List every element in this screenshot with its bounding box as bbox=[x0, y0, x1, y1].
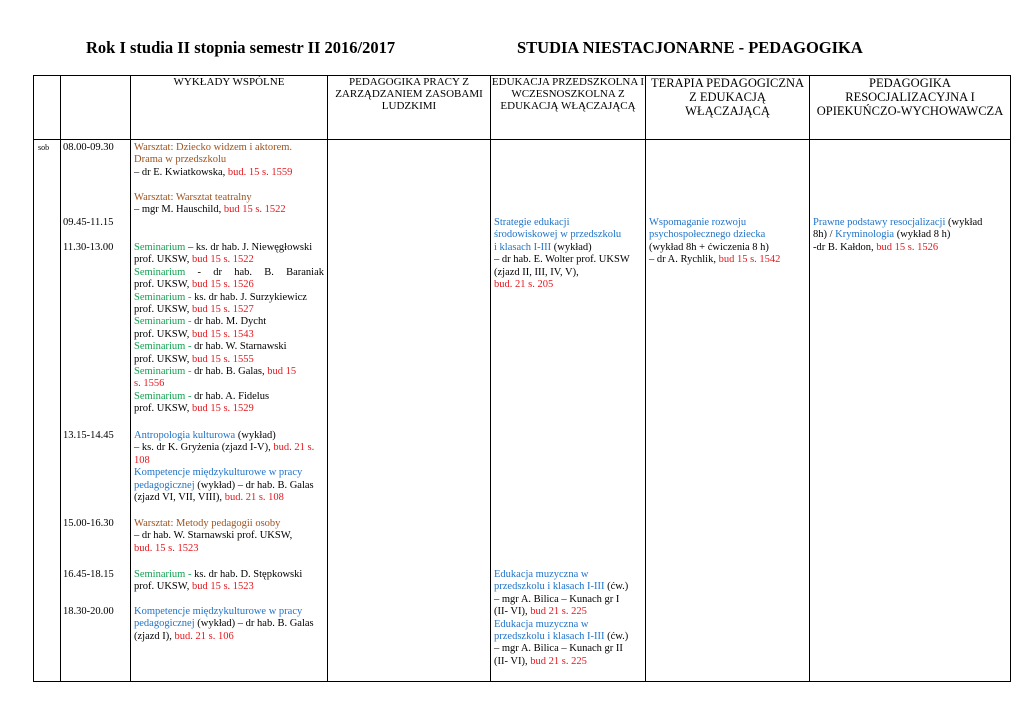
seminar-teacher: dr hab. M. Dycht bbox=[194, 316, 267, 328]
seminar-label: Seminarium bbox=[134, 266, 186, 278]
seminar-label: Seminarium - bbox=[134, 569, 195, 580]
seminar-room: bud 15 bbox=[267, 366, 297, 378]
wyklady-block-drama bbox=[134, 142, 324, 179]
course-title: Kompetencje międzykulturowe w pracy bbox=[134, 467, 303, 479]
course-type: (wykład) bbox=[551, 241, 592, 253]
course-room: bud 21 s. 225 bbox=[530, 655, 587, 667]
course-room: bud. 21 s. 108 bbox=[224, 492, 284, 504]
wyklady-block-metody bbox=[134, 518, 324, 555]
pedagogika-pracy-cell bbox=[328, 140, 491, 682]
course-title: Wspomaganie rozwoju bbox=[649, 217, 747, 228]
course-title: Warsztat: Dziecko widzem i aktorem. bbox=[134, 142, 293, 153]
course-type: (wykład 8 h) bbox=[894, 229, 951, 241]
course-teacher: (wykład) – dr hab. B. Galas bbox=[194, 479, 314, 491]
course-title: Antropologia kulturowa bbox=[134, 430, 236, 441]
course-teacher: – dr hab. W. Starnawski prof. UKSW, bbox=[134, 530, 293, 542]
course-teacher: – dr hab. E. Wolter prof. UKSW bbox=[494, 254, 630, 266]
seminar-teacher: dr hab. W. Starnawski bbox=[194, 341, 287, 353]
wyklady-block-kompetencje bbox=[134, 606, 324, 643]
seminar-label: Seminarium bbox=[134, 242, 186, 253]
seminar-teacher: dr hab. B. Galas, bbox=[194, 366, 268, 378]
col-header-resocjalizacja: PEDAGOGIKA RESOCJALIZACYJNA I OPIEKUŃCZO-WYCHOWAWCZA bbox=[810, 76, 1011, 140]
wyklady-block-seminaria bbox=[134, 242, 324, 416]
edukacja-block-strategie bbox=[494, 217, 644, 291]
course-title: Warsztat: Metody pedagogii osoby bbox=[134, 518, 281, 529]
course-title: pedagogicznej bbox=[134, 618, 195, 630]
course-title: Strategie edukacji bbox=[494, 217, 570, 228]
course-title: Kryminologia bbox=[835, 229, 895, 241]
time-slot: 16.45-18.15 bbox=[63, 569, 114, 580]
course-teacher: (wykład) – dr hab. B. Galas bbox=[194, 618, 314, 630]
terapia-cell bbox=[646, 140, 810, 682]
course-room: bud. 21 s. bbox=[273, 442, 315, 454]
time-cell bbox=[61, 140, 131, 682]
col-header-terapia: TERAPIA PEDAGOGICZNA Z EDUKACJĄ WŁĄCZAJĄCĄ bbox=[646, 76, 810, 140]
time-slot: 18.30-20.00 bbox=[63, 606, 114, 617]
seminar-teacher: prof. UKSW, bbox=[134, 304, 192, 316]
time-slot: 13.15-14.45 bbox=[63, 430, 114, 441]
seminar-label: Seminarium - bbox=[134, 390, 195, 402]
course-type: (ćw.) bbox=[604, 581, 629, 593]
course-room: bud 15 s. 1522 bbox=[223, 204, 286, 216]
seminar-teacher: - dr hab. B. Baraniak bbox=[185, 266, 324, 278]
course-title: Warsztat: Warsztat teatralny bbox=[134, 192, 252, 203]
seminar-label: Seminarium - bbox=[134, 341, 195, 353]
seminar-room: bud 15 s. 1527 bbox=[191, 304, 254, 316]
course-room: bud. 15 s. 1559 bbox=[227, 166, 293, 178]
course-type: (wykład bbox=[945, 217, 983, 228]
course-room: bud. 21 s. 106 bbox=[174, 630, 234, 642]
edukacja-block-muzyczna bbox=[494, 569, 644, 668]
course-title: psychospołecznego dziecka bbox=[649, 229, 766, 241]
time-slot: 11.30-13.00 bbox=[63, 242, 114, 253]
seminar-teacher: prof. UKSW, bbox=[134, 353, 192, 365]
course-type: 8h) / bbox=[813, 229, 836, 241]
seminar-label: Seminarium - bbox=[134, 316, 195, 328]
seminar-room: s. 1556 bbox=[134, 378, 165, 390]
wyklady-cell bbox=[131, 140, 328, 682]
wyklady-block-stepkowski bbox=[134, 569, 324, 594]
resocjalizacja-block-prawne bbox=[813, 217, 1007, 254]
day-cell bbox=[34, 140, 61, 682]
col-header-day bbox=[34, 76, 61, 140]
seminar-teacher: ks. dr hab. J. Surzykiewicz bbox=[194, 291, 307, 303]
course-teacher: (zjazd II, III, IV, V), bbox=[494, 266, 579, 278]
course-type: (wykład) bbox=[235, 430, 276, 441]
schedule-table bbox=[33, 75, 1011, 682]
course-title: Drama w przedszkolu bbox=[134, 154, 227, 166]
resocjalizacja-cell bbox=[810, 140, 1011, 682]
seminar-teacher: prof. UKSW, bbox=[134, 581, 192, 593]
seminar-room: bud 15 s. 1555 bbox=[191, 353, 254, 365]
seminar-label: Seminarium - bbox=[134, 366, 195, 378]
seminar-teacher: – ks. dr hab. J. Niewęgłowski bbox=[185, 242, 313, 253]
seminar-teacher: prof. UKSW, bbox=[134, 403, 192, 415]
seminar-teacher: prof. UKSW, bbox=[134, 279, 192, 291]
course-room: bud 15 s. 1526 bbox=[876, 241, 939, 253]
seminar-room: bud 15 s. 1523 bbox=[191, 581, 254, 593]
seminar-room: bud 15 s. 1529 bbox=[191, 403, 254, 415]
course-teacher: – mgr A. Bilica – Kunach gr II bbox=[494, 643, 623, 655]
course-teacher: (zjazd I), bbox=[134, 630, 175, 642]
col-header-pedagogika-pracy: PEDAGOGIKA PRACY Z ZARZĄDZANIEM ZASOBAMI LUDZKIMI bbox=[328, 76, 491, 140]
course-room: 108 bbox=[134, 454, 150, 466]
seminar-label: Seminarium - bbox=[134, 291, 195, 303]
time-slot: 08.00-09.30 bbox=[63, 142, 114, 153]
seminar-teacher: dr hab. A. Fidelus bbox=[194, 390, 270, 402]
course-room: bud 21 s. 225 bbox=[530, 606, 587, 618]
seminar-teacher: ks. dr hab. D. Stępkowski bbox=[194, 569, 303, 580]
course-room: bud 15 s. 1542 bbox=[718, 254, 781, 266]
wyklady-block-antropologia bbox=[134, 430, 324, 504]
course-teacher: – ks. dr K. Gryżenia (zjazd I-V), bbox=[134, 442, 274, 454]
seminar-teacher: prof. UKSW, bbox=[134, 328, 192, 340]
header-right: STUDIA NIESTACJONARNE - PEDAGOGIKA bbox=[517, 38, 863, 57]
time-slot: 09.45-11.15 bbox=[63, 217, 114, 228]
course-title: pedagogicznej bbox=[134, 479, 195, 491]
edukacja-cell bbox=[491, 140, 646, 682]
course-teacher: – dr A. Rychlik, bbox=[649, 254, 719, 266]
header-left: Rok I studia II stopnia semestr II 2016/2017 bbox=[86, 38, 396, 57]
course-title: przedszkolu i klasach I-III bbox=[494, 581, 605, 593]
wyklady-block-teatr bbox=[134, 192, 324, 217]
course-teacher: (II- VI), bbox=[494, 606, 531, 618]
course-title: Edukacja muzyczna w bbox=[494, 618, 589, 630]
course-teacher: -dr B. Kałdon, bbox=[813, 241, 877, 253]
course-title: środowiskowej w przedszkolu bbox=[494, 229, 622, 241]
course-teacher: (II- VI), bbox=[494, 655, 531, 667]
course-type: (ćw.) bbox=[604, 631, 629, 643]
seminar-room: bud 15 s. 1526 bbox=[191, 279, 254, 291]
course-teacher: (zjazd VI, VII, VIII), bbox=[134, 492, 225, 504]
course-room: bud. 15 s. 1523 bbox=[134, 542, 199, 554]
seminar-teacher: prof. UKSW, bbox=[134, 254, 192, 266]
day-label: sob bbox=[38, 143, 50, 152]
course-title: i klasach I-III bbox=[494, 241, 552, 253]
course-teacher: – mgr M. Hauschild, bbox=[134, 204, 224, 216]
course-type: (wykład 8h + ćwiczenia 8 h) bbox=[649, 241, 769, 253]
terapia-block-wspomaganie bbox=[649, 217, 807, 267]
course-title: Prawne podstawy resocjalizacji bbox=[813, 217, 946, 228]
course-teacher: – dr E. Kwiatkowska, bbox=[134, 166, 228, 178]
seminar-room: bud 15 s. 1522 bbox=[191, 254, 254, 266]
col-header-edukacja: EDUKACJA PRZEDSZKOLNA I WCZESNOSZKOLNA Z EDUKACJĄ WŁĄCZAJĄCĄ bbox=[491, 76, 646, 140]
time-slot: 15.00-16.30 bbox=[63, 518, 114, 529]
course-teacher: – mgr A. Bilica – Kunach gr I bbox=[494, 593, 620, 605]
course-title: Edukacja muzyczna w bbox=[494, 569, 589, 580]
col-header-wyklady: WYKŁADY WSPÓLNE bbox=[131, 76, 328, 140]
seminar-room: bud 15 s. 1543 bbox=[191, 328, 254, 340]
col-header-time bbox=[61, 76, 131, 140]
course-title: przedszkolu i klasach I-III bbox=[494, 631, 605, 643]
course-room: bud. 21 s. 205 bbox=[494, 279, 554, 291]
course-title: Kompetencje międzykulturowe w pracy bbox=[134, 606, 303, 617]
